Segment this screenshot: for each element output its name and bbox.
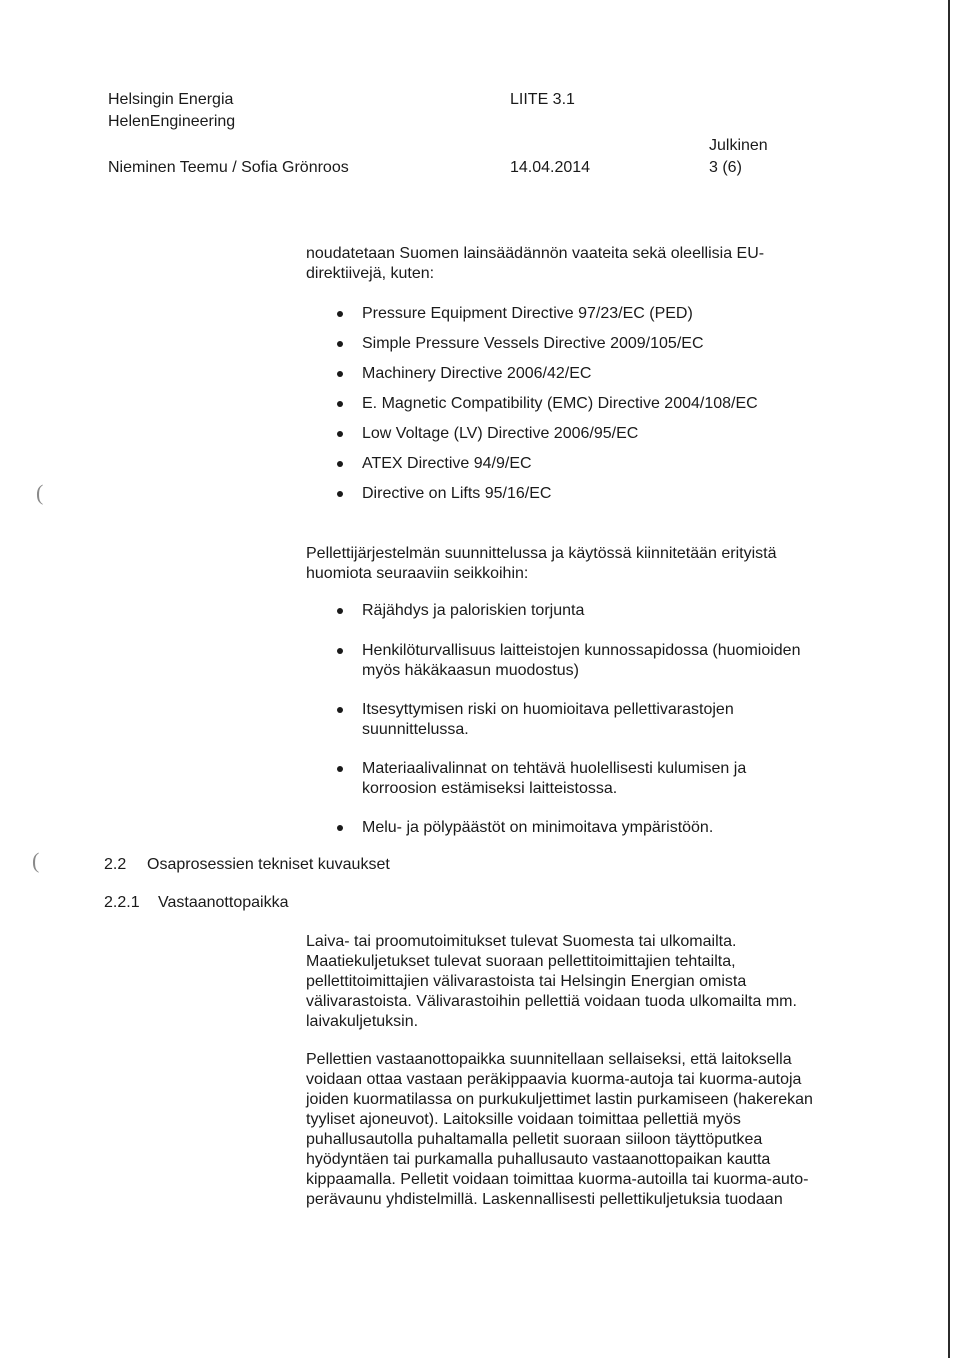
directive-text: Low Voltage (LV) Directive 2006/95/EC [362,425,639,442]
scan-mark: ( [32,848,40,873]
scan-mark: ( [36,480,44,505]
directive-text: Simple Pressure Vessels Directive 2009/105/EC [362,335,704,352]
bullet-icon [337,825,343,831]
subsection-number: 2.2.1 [104,894,140,911]
bullet-icon [337,371,343,377]
header-org: Helsingin Energia [108,91,234,108]
header-date: 14.04.2014 [510,159,591,176]
section-number: 2.2 [104,856,127,873]
paragraph-line: Pellettien vastaanottopaikka suunnitellaan sellaiseksi, että laitoksella [306,1051,792,1068]
list-item-text: myös häkäkaasun muodostus) [362,662,579,679]
section-title: Osaprosessien tekniset kuvaukset [147,856,390,873]
list-item-text: Materiaalivalinnat on tehtävä huolellisesti kulumisen ja [362,760,747,777]
directive-text: Machinery Directive 2006/42/EC [362,365,592,382]
bullet-icon [337,766,343,772]
list-item-text: korroosion estämiseksi laitteistossa. [362,780,618,797]
header-authors: Nieminen Teemu / Sofia Grönroos [108,159,349,176]
bullet-icon [337,608,343,614]
paragraph-line: perävaunu yhdistelmillä. Laskennallisesti pellettikuljetuksia tuodaan [306,1191,783,1208]
design-intro-line-2: huomiota seuraaviin seikkoihin: [306,565,529,582]
list-item-text: Melu- ja pölypäästöt on minimoitava ympäristöön. [362,819,714,836]
intro-line-2: direktiivejä, kuten: [306,265,435,282]
header-classification: Julkinen [709,137,768,154]
list-item-text: Henkilöturvallisuus laitteistojen kunnossapidossa (huomioiden [362,642,801,659]
bullet-icon [337,431,343,437]
list-item-text: suunnittelussa. [362,721,469,738]
bullet-icon [337,401,343,407]
paragraph-line: kippaamalla. Pelletit voidaan toimittaa kuorma-autoilla tai kuorma-auto- [306,1171,809,1188]
paragraph-line: joiden kuormatilassa on purkukuljettimet lastin purkamiseen (hakerekan [306,1091,813,1108]
paragraph-line: pellettitoimittajien välivarastoista tai Helsingin Energian omista [306,973,747,990]
paragraph-line: Maatiekuljetukset tulevat suoraan pellettitoimittajien tehtailta, [306,953,736,970]
paragraph-line: tyyliset ajoneuvot). Laitoksille voidaan toimittaa pellettiä myös [306,1111,741,1128]
header-page-number: 3 (6) [709,159,742,176]
directive-text: E. Magnetic Compatibility (EMC) Directive 2004/108/EC [362,395,758,412]
subsection-title: Vastaanottopaikka [158,894,289,911]
directive-text: ATEX Directive 94/9/EC [362,455,532,472]
bullet-icon [337,707,343,713]
bullet-icon [337,311,343,317]
design-intro-line-1: Pellettijärjestelmän suunnittelussa ja käytössä kiinnitetään erityistä [306,545,777,562]
header-doc-id: LIITE 3.1 [510,91,575,108]
paragraph-line: puhallusautolla puhaltamalla pelletit suoraan siiloon täyttöputkea [306,1131,763,1148]
directive-text: Pressure Equipment Directive 97/23/EC (PED) [362,305,693,322]
paragraph-line: voidaan ottaa vastaan peräkippaavia kuorma-autoja tai kuorma-autoja [306,1071,802,1088]
bullet-icon [337,461,343,467]
list-item-text: Itsesyttymisen riski on huomioitava pellettivarastojen [362,701,734,718]
directive-text: Directive on Lifts 95/16/EC [362,485,552,502]
paragraph-line: laivakuljetuksin. [306,1013,419,1030]
paragraph-line: välivarastoista. Välivarastoihin pellettiä voidaan tuoda ulkomailta mm. [306,993,797,1010]
bullet-icon [337,648,343,654]
scan-edge-line [948,0,950,1358]
paragraph-line: Laiva- tai proomutoimitukset tulevat Suomesta tai ulkomailta. [306,933,737,950]
bullet-icon [337,491,343,497]
paragraph-line: hyödyntäen tai purkamalla puhallusauto vastaanottopaikan kautta [306,1151,771,1168]
header-unit: HelenEngineering [108,113,236,130]
list-item-text: Räjähdys ja paloriskien torjunta [362,602,585,619]
bullet-icon [337,341,343,347]
intro-line-1: noudatetaan Suomen lainsäädännön vaateita sekä oleellisia EU- [306,245,765,262]
